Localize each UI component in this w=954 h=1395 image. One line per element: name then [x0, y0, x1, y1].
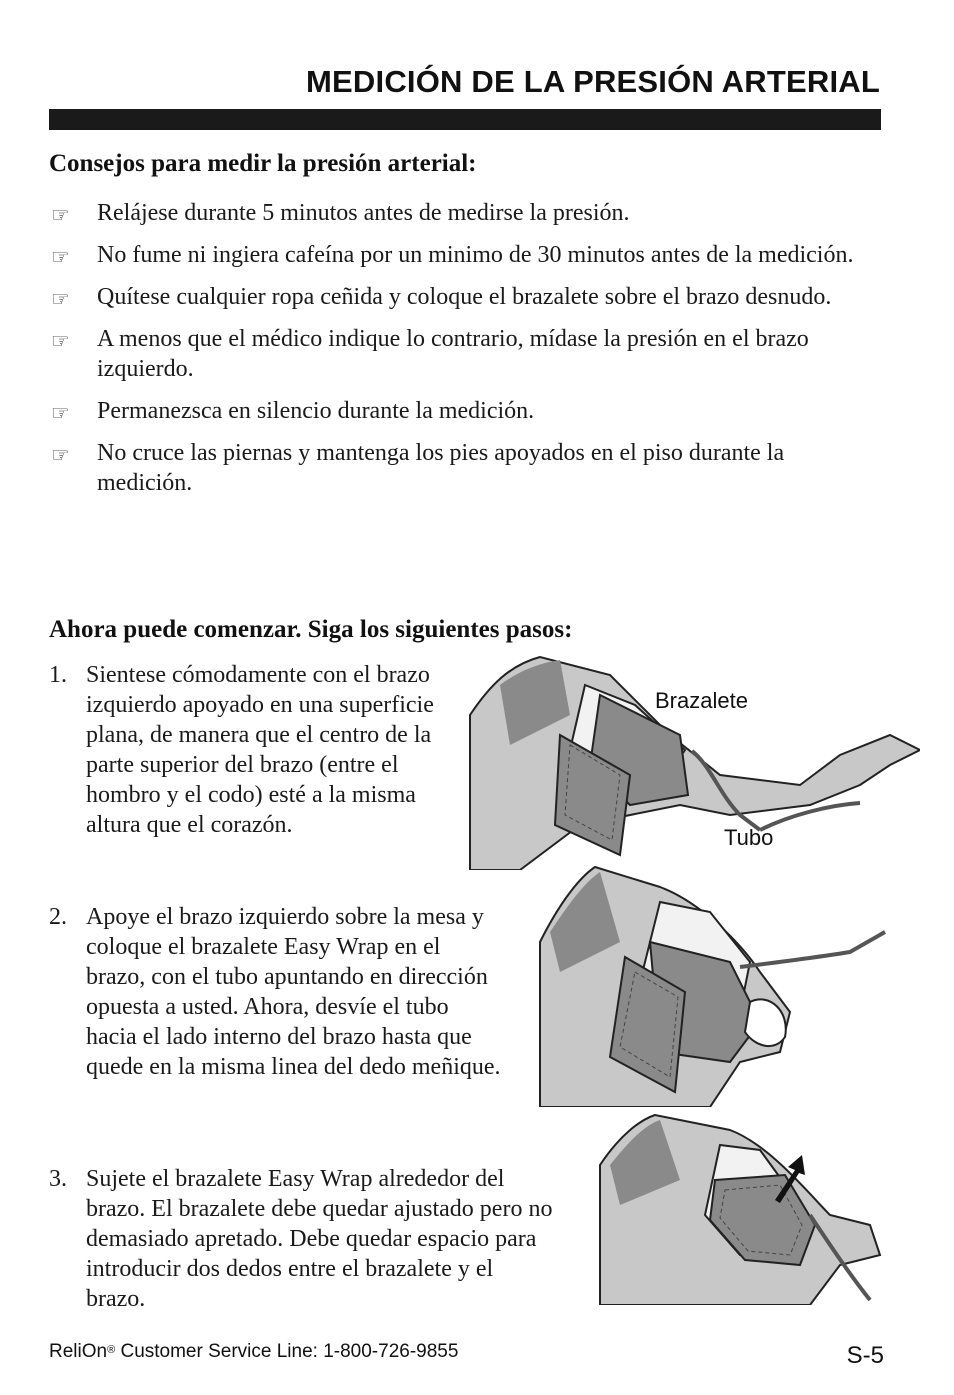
tips-list — [49, 198, 881, 510]
pointing-hand-icon: ☞ — [51, 401, 70, 425]
service-line-text: Customer Service Line: 1-800-726-9855 — [115, 1341, 459, 1362]
list-item: ☞ Relájese durante 5 minutos antes de medirse la presión. — [49, 198, 881, 228]
page-title: MEDICIÓN DE LA PRESIÓN ARTERIAL — [306, 64, 880, 99]
list-item: ☞ Permanezsca en silencio durante la medición. — [49, 396, 881, 426]
header-bar — [49, 109, 881, 130]
pointing-hand-icon: ☞ — [51, 287, 70, 311]
list-item: ☞ A menos que el médico indique lo contrario, mídase la presión en el brazo izquierdo. — [51, 326, 809, 382]
pointing-hand-icon: ☞ — [51, 443, 70, 467]
step-1: 1. Sientese cómodamente con el brazo izquierdo apoyado en una superficie plana, de manera que el centro de la parte superior del brazo (entre el hombro y el codo) esté a la misma altura que el corazón. — [49, 662, 434, 838]
list-item: ☞ Quítese cualquier ropa ceñida y coloque el brazalete sobre el brazo desnudo. — [49, 282, 881, 312]
pointing-hand-icon: ☞ — [51, 329, 70, 353]
pointing-hand-icon: ☞ — [51, 245, 70, 269]
cuff-illustration-2 — [500, 862, 890, 1107]
label-cuff: Brazalete — [655, 688, 748, 713]
footer-service-line — [49, 1341, 458, 1363]
list-item: ☞ No fume ni ingiera cafeína por un minimo de 30 minutos antes de la medición. — [49, 240, 881, 270]
steps-heading: Ahora puede comenzar. Siga los siguientes pasos: — [49, 616, 573, 643]
pointing-hand-icon: ☞ — [51, 203, 70, 227]
page-number: S-5 — [846, 1342, 884, 1369]
step-3: 3. Sujete el brazalete Easy Wrap alrededor del brazo. El brazalete debe quedar ajustado pero no demasiado apretado. Debe quedar espacio para introducir dos dedos entre el brazalete y el brazo. — [49, 1166, 553, 1312]
brand-name: ReliOn — [49, 1341, 108, 1362]
step-2: 2. Apoye el brazo izquierdo sobre la mesa y coloque el brazalete Easy Wrap en el brazo, con el tubo apuntando en dirección opuesta a usted. Ahora, desvíe el tubo hacia el lado interno del brazo hasta que quede en la misma linea del dedo meñique. — [49, 904, 501, 1080]
registered-mark: ® — [107, 1344, 116, 1356]
list-item: ☞ No cruce las piernas y mantenga los pies apoyados en el piso durante la medición. — [51, 440, 785, 496]
tips-heading: Consejos para medir la presión arterial: — [49, 150, 477, 177]
label-tube: Tubo — [724, 825, 774, 850]
cuff-illustration-3 — [570, 1105, 890, 1305]
